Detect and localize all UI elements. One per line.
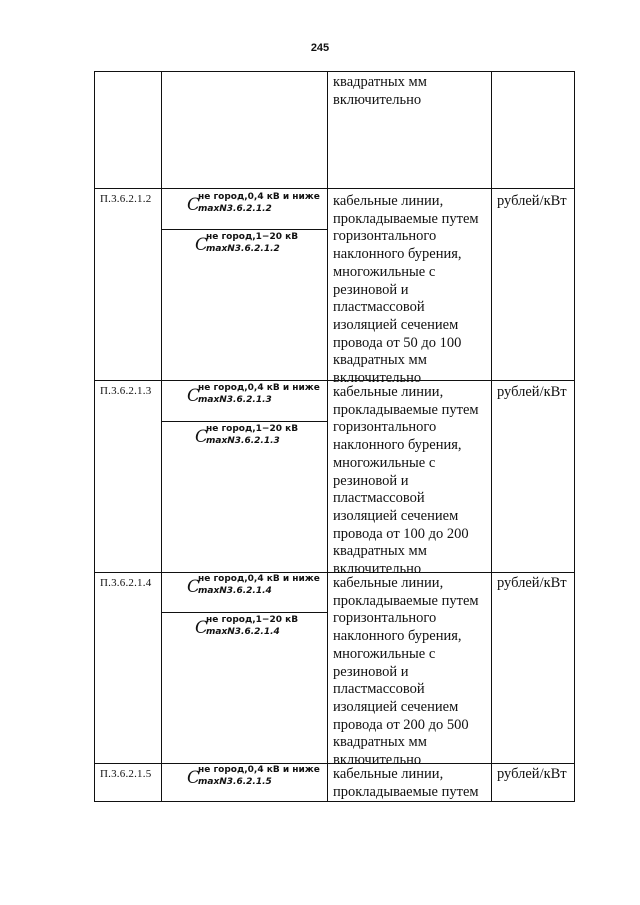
- formula-subscript: maxN3.6.2.1.3: [206, 436, 280, 446]
- formula-symbol: C: [195, 618, 209, 638]
- formula-subscript: maxN3.6.2.1.2: [206, 244, 280, 254]
- formula-superscript: не город,1−20 кВ: [206, 615, 299, 625]
- formula-superscript: не город,1−20 кВ: [206, 232, 299, 242]
- formula-superscript: не город,0,4 кВ и ниже: [198, 765, 320, 775]
- formula-symbol: C: [195, 427, 209, 447]
- description-cell: квадратных мм включительно: [333, 74, 427, 108]
- formula-divider: [161, 612, 327, 613]
- formula-subscript: maxN3.6.2.1.3: [198, 395, 272, 405]
- formula-divider: [161, 421, 327, 422]
- formula-symbol: C: [187, 195, 201, 215]
- code-cell: П.3.6.2.1.3: [100, 385, 152, 397]
- column-divider: [491, 72, 492, 801]
- code-cell: П.3.6.2.1.2: [100, 193, 152, 205]
- description-cell: кабельные линии, прокладываемые путем горизонтального наклонного бурения, многожильные с резиновой и пластмассовой изоляцией сечением провода от 50 до 100 квадратных мм включительно: [333, 193, 479, 387]
- formula-symbol: C: [187, 768, 201, 788]
- formula-subscript: maxN3.6.2.1.4: [198, 586, 272, 596]
- formula-subscript: maxN3.6.2.1.5: [198, 777, 272, 787]
- formula-symbol: C: [187, 386, 201, 406]
- formula-symbol: C: [195, 235, 209, 255]
- tariff-table: [94, 71, 575, 802]
- column-divider: [161, 72, 162, 801]
- formula-superscript: не город,0,4 кВ и ниже: [198, 574, 320, 584]
- description-cell: кабельные линии, прокладываемые путем горизонтального наклонного бурения, многожильные с резиновой и пластмассовой изоляцией сечением провода от 200 до 500 квадратных мм включительно: [333, 575, 479, 769]
- code-cell: П.3.6.2.1.5: [100, 768, 152, 780]
- formula-superscript: не город,0,4 кВ и ниже: [198, 192, 320, 202]
- description-cell: кабельные линии, прокладываемые путем: [333, 766, 479, 800]
- unit-cell: рублей/кВт: [497, 384, 567, 400]
- unit-cell: рублей/кВт: [497, 766, 567, 782]
- formula-subscript: maxN3.6.2.1.4: [206, 627, 280, 637]
- unit-cell: рублей/кВт: [497, 193, 567, 209]
- code-cell: П.3.6.2.1.4: [100, 577, 152, 589]
- unit-cell: рублей/кВт: [497, 575, 567, 591]
- formula-symbol: C: [187, 577, 201, 597]
- row-divider: [95, 188, 574, 189]
- page-number: 245: [310, 42, 330, 54]
- formula-divider: [161, 229, 327, 230]
- formula-subscript: maxN3.6.2.1.2: [198, 204, 272, 214]
- description-cell: кабельные линии, прокладываемые путем горизонтального наклонного бурения, многожильные с резиновой и пластмассовой изоляцией сечением провода от 100 до 200 квадратных мм включительно: [333, 384, 479, 578]
- formula-superscript: не город,1−20 кВ: [206, 424, 299, 434]
- formula-superscript: не город,0,4 кВ и ниже: [198, 383, 320, 393]
